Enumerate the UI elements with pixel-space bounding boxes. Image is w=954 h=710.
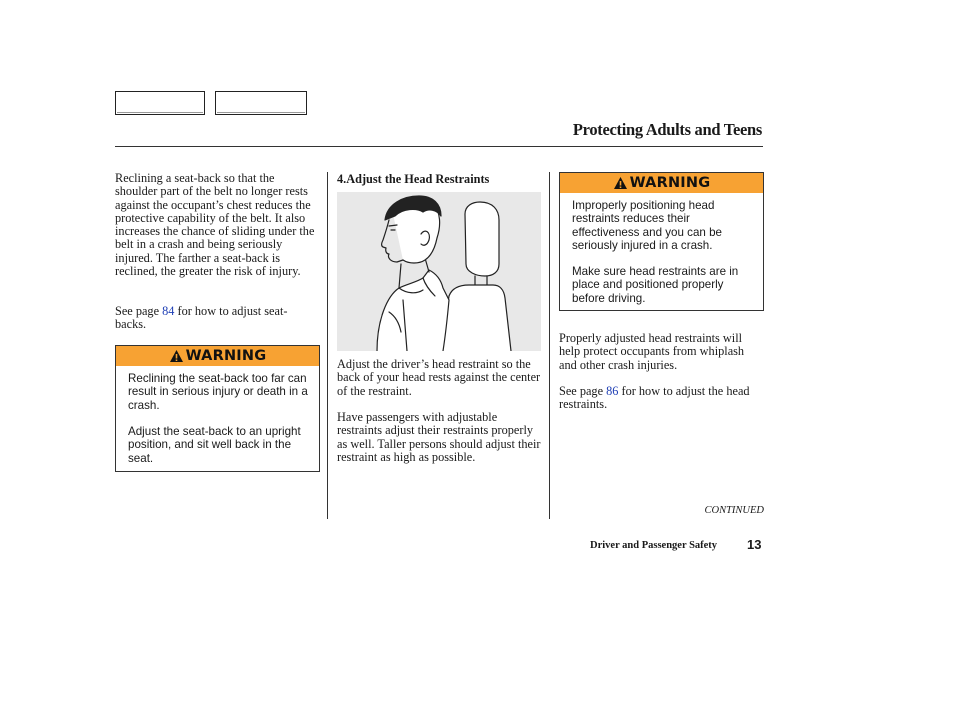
- warning-header: [116, 346, 319, 366]
- warning-label: WARNING: [629, 175, 711, 191]
- section-heading: 4.Adjust the Head Restraints: [337, 172, 490, 186]
- warning-text-1: Improperly positioning head restraints reduces their effectiveness and you can be seriously injured in a crash.: [572, 199, 722, 252]
- warning-header: [560, 173, 763, 193]
- page-title: Protecting Adults and Teens: [572, 120, 762, 139]
- warning-text-2: Make sure head restraints are in place and positioned properly before driving.: [572, 265, 739, 305]
- head-restraint-see-page: [559, 385, 759, 412]
- page-link-84[interactable]: 84: [162, 304, 175, 318]
- see-page-prefix: See page: [115, 304, 163, 318]
- see-page-suffix: for how to adjust the head restraints.: [559, 384, 750, 412]
- seatback-paragraph: Reclining a seat-back so that the shoulder part of the belt no longer rests against the occupant’s chest reduces the protective capability of the belt. It also increases the chance of sliding under the belt in a crash and being seriously injured. The farther a seat-back is reclined, the greater the risk of injury.: [115, 171, 315, 279]
- warning-triangle-icon: [613, 176, 628, 190]
- warning-text-1: Reclining the seat-back too far can result in serious injury or death in a crash.: [128, 372, 308, 412]
- head-restraint-warning-box: [559, 172, 764, 311]
- seatback-warning-box: [115, 345, 320, 472]
- title-divider: [115, 146, 763, 147]
- nav-tab-2[interactable]: [215, 91, 307, 115]
- passengers-paragraph: Have passengers with adjustable restraints adjust their restraints properly as well. Taller persons should adjust their restraint as high as possible.: [337, 410, 541, 464]
- footer-section-label: Driver and Passenger Safety: [590, 540, 718, 551]
- page-link-86[interactable]: 86: [606, 384, 619, 398]
- warning-triangle-icon: [169, 349, 184, 363]
- nav-tab-1[interactable]: [115, 91, 205, 115]
- adjust-driver-paragraph: Adjust the driver’s head restraint so the back of your head rests against the center of the restraint.: [337, 357, 541, 398]
- properly-adjusted-paragraph: Properly adjusted head restraints will help protect occupants from whiplash and other crash injuries.: [559, 331, 745, 372]
- see-page-prefix: See page: [559, 384, 607, 398]
- continued-label: CONTINUED: [704, 505, 764, 516]
- see-page-suffix: for how to adjust seat-backs.: [115, 304, 288, 332]
- head-restraint-illustration: [337, 192, 541, 351]
- seatback-see-page: [115, 305, 315, 332]
- warning-text-2: Adjust the seat-back to an upright position, and sit well back in the seat.: [128, 425, 301, 465]
- man-head-restraint-image: [337, 192, 541, 351]
- column-divider-1: [327, 172, 328, 519]
- page-number: 13: [747, 537, 762, 552]
- column-divider-2: [549, 172, 550, 519]
- warning-label: WARNING: [185, 348, 267, 364]
